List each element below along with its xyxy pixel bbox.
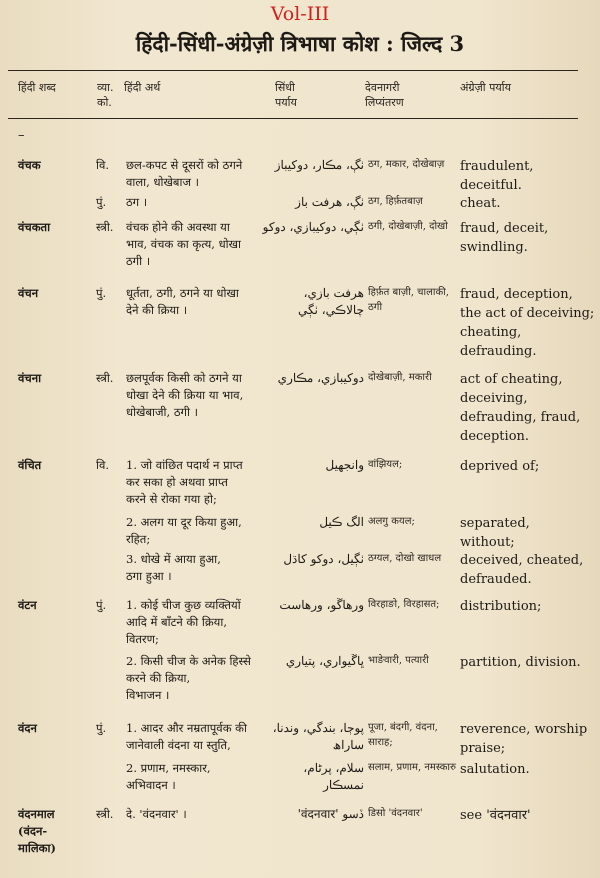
english-equivalent-line: see 'वंदनवार' [460,808,531,823]
hindi-meaning-line: देने की क्रिया । [126,303,188,317]
hindi-meaning-line: 1. आदर और नम्रतापूर्वक की [126,721,247,735]
volume-label: Vol-III [270,3,330,25]
english-equivalent-line: deceiving, [460,391,528,406]
english-equivalent-line: distribution; [460,599,542,614]
header-rule-top [8,70,578,71]
grammar-label: पुं. [96,286,107,300]
hindi-meaning-line: वाला, धोखेबाज । [126,175,200,189]
sindhi-equivalent: ٺڳي، دوکيبازي، دوکو [262,220,364,234]
hindi-meaning-line: 1. कोई चीज कुछ व्यक्तियों [126,598,241,612]
hindi-meaning-line: छलपूर्वक किसी को ठगने या [126,371,242,385]
hindi-meaning-line: करने से रोका गया हो; [126,492,217,506]
col-meaning-header: हिंदी अर्थ [124,81,161,94]
devanagari-transliteration: वांझियल; [368,459,403,470]
devanagari-transliteration: ठगी, दोखेबाज़ी, दोखो [368,221,448,232]
hindi-meaning-line: ठग । [126,195,148,209]
grammar-label: स्त्री. [96,807,114,821]
col-sindhi-header [275,80,297,110]
english-equivalent-line: deceived, cheated, [460,553,584,568]
english-equivalent-line: the act of deceiving; [460,306,595,321]
grammar-label: वि. [96,458,110,472]
headword: वंचित [18,458,42,472]
grammar-label: पुं. [96,721,107,735]
english-equivalent-line: cheat. [460,196,501,211]
hindi-meaning-line: वंचक होने की अवस्था या [126,220,230,234]
col-word-header: हिंदी शब्द [18,81,56,94]
sindhi-equivalent: ڏسو 'वंदनवार' [297,807,364,821]
hindi-meaning-line: ठगा हुआ । [126,569,172,583]
hindi-meaning-line: करने की क्रिया, [126,671,191,685]
hindi-meaning-line: धोखा देने की क्रिया या भाव, [126,388,244,402]
headword: वंचकता [18,220,51,234]
english-equivalent-line: fraud, deception, [460,287,573,302]
devanagari-transliteration: अलगु कयल; [368,516,415,527]
english-equivalent-line: partition, division. [460,655,581,670]
devanagari-transliteration: ठग, हिर्फ़तबाज़ [368,196,423,207]
sindhi-equivalent: سلام، پرڻام، نمسڪار [303,761,364,792]
hindi-meaning-line: वितरण; [126,632,159,646]
headword: वंचक [18,158,41,172]
headword: वंचन [18,286,39,300]
hindi-meaning-line: 2. किसी चीज के अनेक हिस्से [126,654,251,668]
devanagari-transliteration: दोखेबाज़ी, मकारी [368,372,432,383]
headword-variant: मालिका) [18,841,56,855]
grammar-label: स्त्री. [96,220,114,234]
devanagari-transliteration: ठग, मकार, दोखेबाज़ [368,159,445,170]
hindi-meaning-line: अभिवादन । [126,778,176,792]
english-equivalent-line: without; [460,535,515,550]
devanagari-transliteration: हिर्फ़त बाज़ी, चालाकी, ठगी [368,287,449,313]
col-deva-line2: लिप्यंतरण [365,96,404,109]
hindi-meaning-line: दे. 'वंदनवार' । [126,807,187,821]
hindi-meaning-line: जानेवाली वंदना या स्तुति, [126,738,231,752]
col-gram-header [97,80,114,110]
hindi-meaning-line: 3. धोखे में आया हुआ, [126,552,221,566]
hindi-meaning-line: भाव, वंचक का कृत्य, धोखा [126,237,242,251]
english-equivalent-line: defrauding. [460,344,537,359]
sindhi-equivalent: ٺڳيل، دوکو کاڌل [283,552,364,566]
sindhi-equivalent: ورھاڱو، ورھاست [279,598,364,612]
english-equivalent-line: separated, [460,516,530,531]
english-equivalent-line: swindling. [460,240,528,255]
col-sindhi-line2: पर्याय [275,96,297,109]
section-dash: – [18,128,25,143]
hindi-meaning-line: 1. जो वांछित पदार्थ न प्राप्त [126,458,243,472]
grammar-label: पुं. [96,195,107,209]
sindhi-equivalent: دوکيبازي، مڪاري [277,371,364,385]
col-gram-line1: व्या. [97,81,114,94]
english-equivalent-line: defrauded. [460,572,532,587]
english-equivalent-line: salutation. [460,762,530,777]
devanagari-transliteration: ठग्यल, दोखो खाधल [368,553,442,564]
hindi-meaning-line: धोखेबाजी, ठगी । [126,405,198,419]
devanagari-transliteration: पूजा, बंदगी, वंदना, साराह; [368,722,438,748]
devanagari-transliteration: विरहाङो, विरहासत; [368,599,440,610]
sindhi-equivalent: ٺڳ، مڪار، دوکيباز [274,158,364,172]
grammar-label: स्त्री. [96,371,114,385]
english-equivalent-line: deceitful. [460,178,522,193]
headword: वंटन [18,598,37,612]
devanagari-transliteration: भाङेवारी, पत्यारी [368,655,429,666]
devanagari-transliteration: डिसो 'वंदनवार' [368,808,423,819]
sindhi-equivalent: الگ ڪيل [319,515,364,529]
headword-variant: (वंदन- [18,824,48,838]
english-equivalent-line: deprived of; [460,459,540,474]
page-title: हिंदी-सिंधी-अंग्रेज़ी त्रिभाषा कोश : जिल्द 3 [135,31,465,56]
english-equivalent-line: fraud, deceit, [460,221,549,236]
hindi-meaning-line: आदि में बाँटने की क्रिया, [126,615,227,629]
hindi-meaning-line: ठगी । [126,254,151,268]
hindi-meaning-line: धूर्तता, ठगी, ठगने या धोखा [126,286,239,300]
sindhi-equivalent: ٺڳ، ھرفت باز [295,195,364,209]
col-sindhi-line1: सिंधी [275,81,295,94]
hindi-meaning-line: विभाजन । [126,688,170,702]
sindhi-equivalent: وانجھيل [325,458,364,472]
headword: वंचना [18,371,42,385]
english-equivalent-line: fraudulent, [460,159,534,174]
devanagari-transliteration: सलाम, प्रणाम, नमस्कारु [368,762,456,773]
sindhi-equivalent: ڀاڱيواري، پتياري [285,654,364,668]
english-equivalent-line: reverence, worship [460,722,588,737]
col-gram-line2: को. [97,96,112,109]
hindi-meaning-line: 2. प्रणाम, नमस्कार, [126,761,211,775]
hindi-meaning-line: रहित; [126,532,151,546]
english-equivalent-line: deception. [460,429,530,444]
col-deva-header [365,80,404,110]
col-english-header: अंग्रेज़ी पर्याय [460,81,511,94]
english-equivalent-line: defrauding, fraud, [460,410,581,425]
grammar-label: वि. [96,158,110,172]
header-rule-bottom [8,118,578,119]
headword: वंदन [18,721,37,735]
grammar-label: पुं. [96,598,107,612]
english-equivalent-line: cheating, [460,325,522,340]
english-equivalent-line: act of cheating, [460,372,563,387]
english-equivalent-line: praise; [460,741,506,756]
sindhi-equivalent: ھرفت بازي، چالاڪي، ٺڳي [298,286,364,317]
hindi-meaning-line: 2. अलग या दूर किया हुआ, [126,515,242,529]
hindi-meaning-line: छल-कपट से दूसरों को ठगने [126,158,243,172]
col-deva-line1: देवनागरी [365,81,400,94]
sindhi-equivalent: پوڄا، بندگي، وندنا، ساراھ [272,721,364,752]
hindi-meaning-line: कर सका हो अथवा प्राप्त [126,475,228,489]
headword: वंदनमाल [18,807,55,821]
